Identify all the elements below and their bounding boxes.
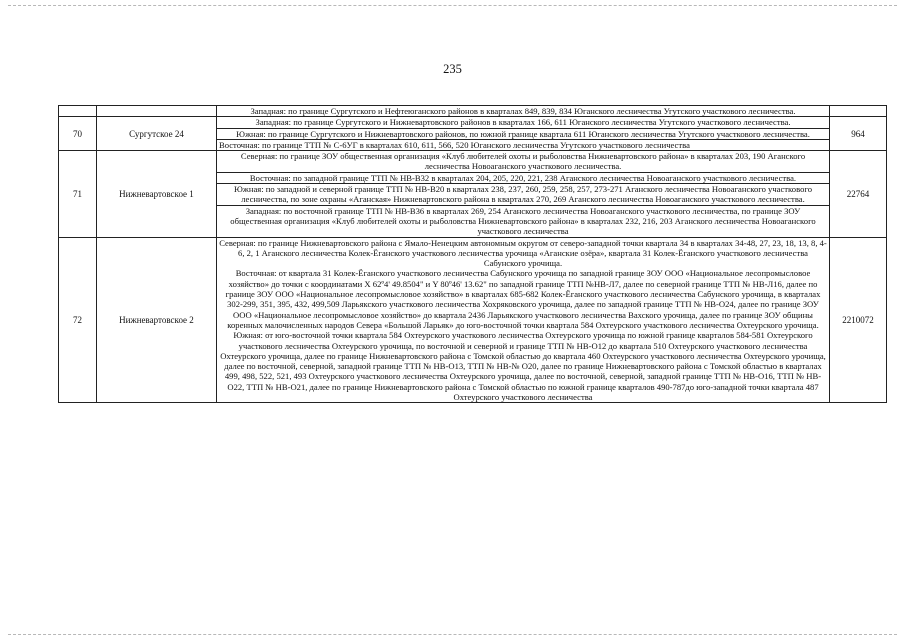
area-value: 2210072 [830, 237, 887, 403]
table-row [59, 117, 887, 128]
row-number [59, 106, 97, 117]
boundary-south: Южная: от юго-восточной точки квартала 584 Охтеурского участкового лесничества Охтеурского урочища по южной границе кварталов 584-581 Охтеурского участкового лесничества Охтеурского урочища, по восточной и северной и границе ТТП № НВ-О12 до квартала 510 Охтеурского участкового лесничества Охтеурского урочища, далее по границе Нижневартовского района с Томской областью до квартала 460 Охтеурского участкового лесничества Охтеурского урочища, далее по восточной, северной, западной границе ТТП № НВ-О13, ТТП № НВ-№ О20, далее по границе Нижневартовского района с Томской областью в кварталах 499, 498, 522, 521, 493 Охтеурского участкового лесничества Охтеурского урочища, далее по восточной, северной, западной границе ТТП № НВ-О16, ТТП № НВ-О22, ТТП № НВ-О21, далее по границе Нижневартовского района с Томской областью по южной границе кварталов 490-787до юго-западной точки квартала 487 Охтеурского участкового лесничества [220, 330, 826, 403]
table-row [59, 237, 887, 403]
table-row [59, 106, 887, 117]
area-name [97, 106, 217, 117]
boundary-cell: Западная: по границе Сургутского и Нефтеюганского районов в кварталах 849, 839, 834 Юганского лесничества Угутского участкового лесничества. [217, 106, 830, 117]
boundary-cell-group [217, 237, 830, 403]
boundary-cell: Западная: по восточной границе ТТП № НВ-В36 в кварталах 269, 254 Аганского лесничества Новоаганского участкового лесничества, по границе ЗОУ общественная организация «Клуб любителей охоты и рыболовства Нижневартовского района» в кварталах 232, 216, 203 Аганского лесничества Новоаганского участкового лесничества [217, 205, 830, 237]
area-name: Сургутское 24 [97, 117, 217, 151]
area-value [830, 106, 887, 117]
boundary-cell: Южная: по границе Сургутского и Нижневартовского районов, по южной границе квартала 611 Юганского лесничества Угутского участкового лесничества. [217, 128, 830, 139]
boundary-cell: Западная: по границе Сургутского и Нижневартовского районов в кварталах 166, 611 Юганского лесничества Угутского участкового лесничества. [217, 117, 830, 128]
row-number: 72 [59, 237, 97, 403]
boundary-east: Восточная: от квартала 31 Колек-Ёганского участкового лесничества Сабунского урочища по западной границе ЗОУ ООО «Национальное лесопромысловое хозяйство» до точки с координатами X 62º4' 49.8504" и Y 80º46' 13.62" по западной границе ТТП №НВ-Л7, далее по северной границе ТТП № НВ-Л16, далее по границе ЗОУ ООО «Национальное лесопромысловое хозяйство» в кварталах 685-682 Колек-Ёганского участкового лесничества Сабунского урочища, в кварталах 302-299, 351, 395, 432, 499,509 Ларьякского участкового лесничества Хохряковского урочища, далее по западной границе ТТП № НВ-О24, далее по границе ЗОУ ООО «Национальное лесопромысловое хозяйство» до квартала 2436 Ларьякского участкового лесничества Вахского урочища, далее по границе ЗОУ общины коренных малочисленных народов Севера «Большой Ларьяк» до юго-восточной точки квартала 584 Охтеурского участкового лесничества Охтеурского урочища. [225, 268, 821, 330]
boundaries-table [58, 105, 887, 403]
area-name: Нижневартовское 1 [97, 151, 217, 237]
area-value: 22764 [830, 151, 887, 237]
area-value: 964 [830, 117, 887, 151]
scan-edge-bottom [8, 634, 897, 635]
boundary-cell: Южная: по западной и северной границе ТТП № НВ-В20 в кварталах 238, 237, 260, 259, 258, 257, 273-271 Аганского лесничества Новоаганского участкового лесничества, по зоне охраны «Аганская» Нижневартовского района в кварталах 270, 269 Аганского лесничества Новоаганского участкового лесничества. [217, 184, 830, 206]
boundary-cell: Северная: по границе ЗОУ общественная организация «Клуб любителей охоты и рыболовства Нижневартовского района» в кварталах 203, 190 Аганского лесничества Новоаганского участкового лесничества. [217, 151, 830, 173]
boundary-cell: Восточная: по западной границе ТТП № НВ-В32 в кварталах 204, 205, 220, 221, 238 Аганского лесничества Новоаганского участкового лесничества. [217, 172, 830, 183]
boundary-north: Северная: по границе Нижневартовского района с Ямало-Ненецким автономным округом от северо-западной точки квартала 34 в кварталах 34-48, 27, 23, 18, 13, 8, 4-6, 2, 1 Аганского лесничества Колек-Ёганского участкового лесничества урочища «Аганские озёра», квартала 31 Колек-Ёганского участкового лесничества Сабунского урочища. [219, 237, 827, 269]
boundary-cell: Восточная: по границе ТТП № С-6УГ в кварталах 610, 611, 566, 520 Юганского лесничества Угутского участкового лесничества [217, 139, 830, 150]
page-number: 235 [443, 62, 462, 76]
scan-edge-top [8, 5, 897, 6]
area-name: Нижневартовское 2 [97, 237, 217, 403]
row-number: 70 [59, 117, 97, 151]
table-row [59, 151, 887, 173]
row-number: 71 [59, 151, 97, 237]
